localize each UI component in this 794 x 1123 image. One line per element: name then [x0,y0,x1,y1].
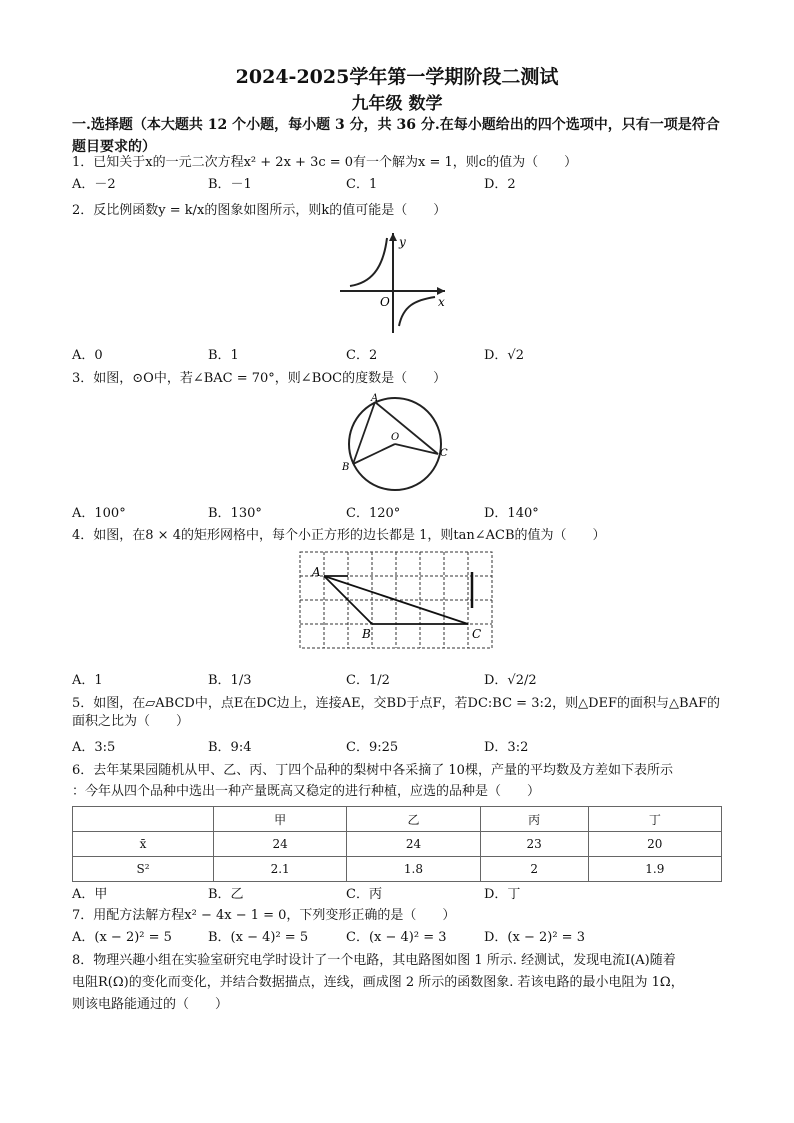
q8-line2: 电阻R(Ω)的变化而变化，并结合数据描点，连线，画成图 2 所示的函数图象. 若该电路的最小电阻为 1Ω， [72,975,684,990]
table-header-cell: 丙 [480,807,588,832]
table-cell: 24 [347,832,480,857]
q7-option-d[interactable]: D．(x − 2)² = 3 [484,930,585,945]
table-cell: 20 [588,832,721,857]
q2-axis-y-label: y [399,235,406,249]
q1-option-c[interactable]: C．1 [346,177,378,192]
q2-option-d[interactable]: D．√2 [484,348,524,363]
q6-stem-line2: ：今年从四个品种中选出一种产量既高又稳定的进行种植，应选的品种是（ ） [72,784,541,799]
q8-line3: 则该电路能通过的（ ） [72,997,229,1012]
q4-option-b[interactable]: B．1/3 [208,673,252,688]
q7-stem: 7．用配方法解方程x² − 4x − 1 = 0，下列变形正确的是（ ） [72,908,456,923]
exam-subtitle: 九年级 数学 [351,94,443,114]
q8-line1: 8．物理兴趣小组在实验室研究电学时设计了一个电路，其电路图如图 1 所示. 经测试，发现电流I(A)随着 [72,953,676,968]
exam-title: 2024-2025学年第一学期阶段二测试 [235,66,559,88]
q5-stem: 5．如图，在▱ABCD中，点E在DC边上，连接AE，交BD于点F，若DC:BC = 3:2，则△DEF的面积与△BAF的面积之比为（ ） [72,696,721,729]
q3-label-c: C [440,448,448,459]
q4-grid-figure [298,550,498,654]
q1-option-a[interactable]: A．－2 [72,177,116,192]
table-header-cell [73,807,214,832]
q6-data-table [72,806,722,882]
q4-option-c[interactable]: C．1/2 [346,673,390,688]
q7-option-b[interactable]: B．(x − 4)² = 5 [208,930,309,945]
q1-option-b[interactable]: B．－1 [208,177,252,192]
q4-option-a[interactable]: A．1 [72,673,103,688]
q2-option-b[interactable]: B．1 [208,348,239,363]
q5-option-a[interactable]: A．3:5 [72,740,116,755]
q3-label-a: A [371,393,379,404]
q2-stem: 2．反比例函数y = k/x的图象如图所示，则k的值可能是（ ） [72,203,447,218]
table-row [73,857,722,882]
table-cell: 2 [480,857,588,882]
q4-label-b: B [362,627,371,641]
q7-option-a[interactable]: A．(x − 2)² = 5 [72,930,172,945]
q3-circle-figure [335,392,455,502]
q3-stem: 3．如图，⊙O中，若∠BAC = 70°，则∠BOC的度数是（ ） [72,371,447,386]
q3-option-a[interactable]: A．100° [72,506,126,521]
q3-label-b: B [342,462,350,473]
q4-option-d[interactable]: D．√2/2 [484,673,537,688]
table-cell: x̄ [73,832,214,857]
q1-option-d[interactable]: D．2 [484,177,516,192]
q5-option-b[interactable]: B．9:4 [208,740,252,755]
q6-option-d[interactable]: D．丁 [484,887,521,902]
q7-option-c[interactable]: C．(x − 4)² = 3 [346,930,447,945]
q4-label-c: C [472,627,482,641]
table-header-cell: 甲 [214,807,347,832]
q3-option-c[interactable]: C．120° [346,506,401,521]
table-cell: 2.1 [214,857,347,882]
q1-stem: 1．已知关于x的一元二次方程x² + 2x + 3c = 0有一个解为x = 1，则c的值为（ ） [72,155,578,170]
table-header-cell: 乙 [347,807,480,832]
q4-label-a: A [312,565,321,579]
q2-option-c[interactable]: C．2 [346,348,378,363]
q2-axis-x-label: x [438,295,445,309]
section-heading: 一.选择题（本大题共 12 个小题，每小题 3 分，共 36 分.在每小题给出的四个选项中，只有一项是符合题目要求的） [72,117,720,155]
q2-hyperbola-figure [335,228,455,338]
q3-option-b[interactable]: B．130° [208,506,262,521]
table-cell: 1.8 [347,857,480,882]
table-cell: S² [73,857,214,882]
q2-origin-label: O [380,295,390,309]
table-header-row [73,807,722,832]
q2-option-a[interactable]: A．0 [72,348,103,363]
q5-option-d[interactable]: D．3:2 [484,740,529,755]
q6-option-a[interactable]: A．甲 [72,887,108,902]
q6-stem-line1: 6．去年某果园随机从甲、乙、丙、丁四个品种的梨树中各采摘了 10棵，产量的平均数及方差如下表所示 [72,763,673,778]
table-row [73,832,722,857]
table-header-cell: 丁 [588,807,721,832]
q3-option-d[interactable]: D．140° [484,506,539,521]
table-cell: 24 [214,832,347,857]
q6-option-b[interactable]: B．乙 [208,887,244,902]
q4-stem: 4．如图，在8 × 4的矩形网格中，每个小正方形的边长都是 1，则tan∠ACB的值为（ ） [72,528,606,543]
q3-label-o: O [391,432,400,443]
q6-option-c[interactable]: C．丙 [346,887,382,902]
q5-option-c[interactable]: C．9:25 [346,740,399,755]
table-cell: 23 [480,832,588,857]
table-cell: 1.9 [588,857,721,882]
